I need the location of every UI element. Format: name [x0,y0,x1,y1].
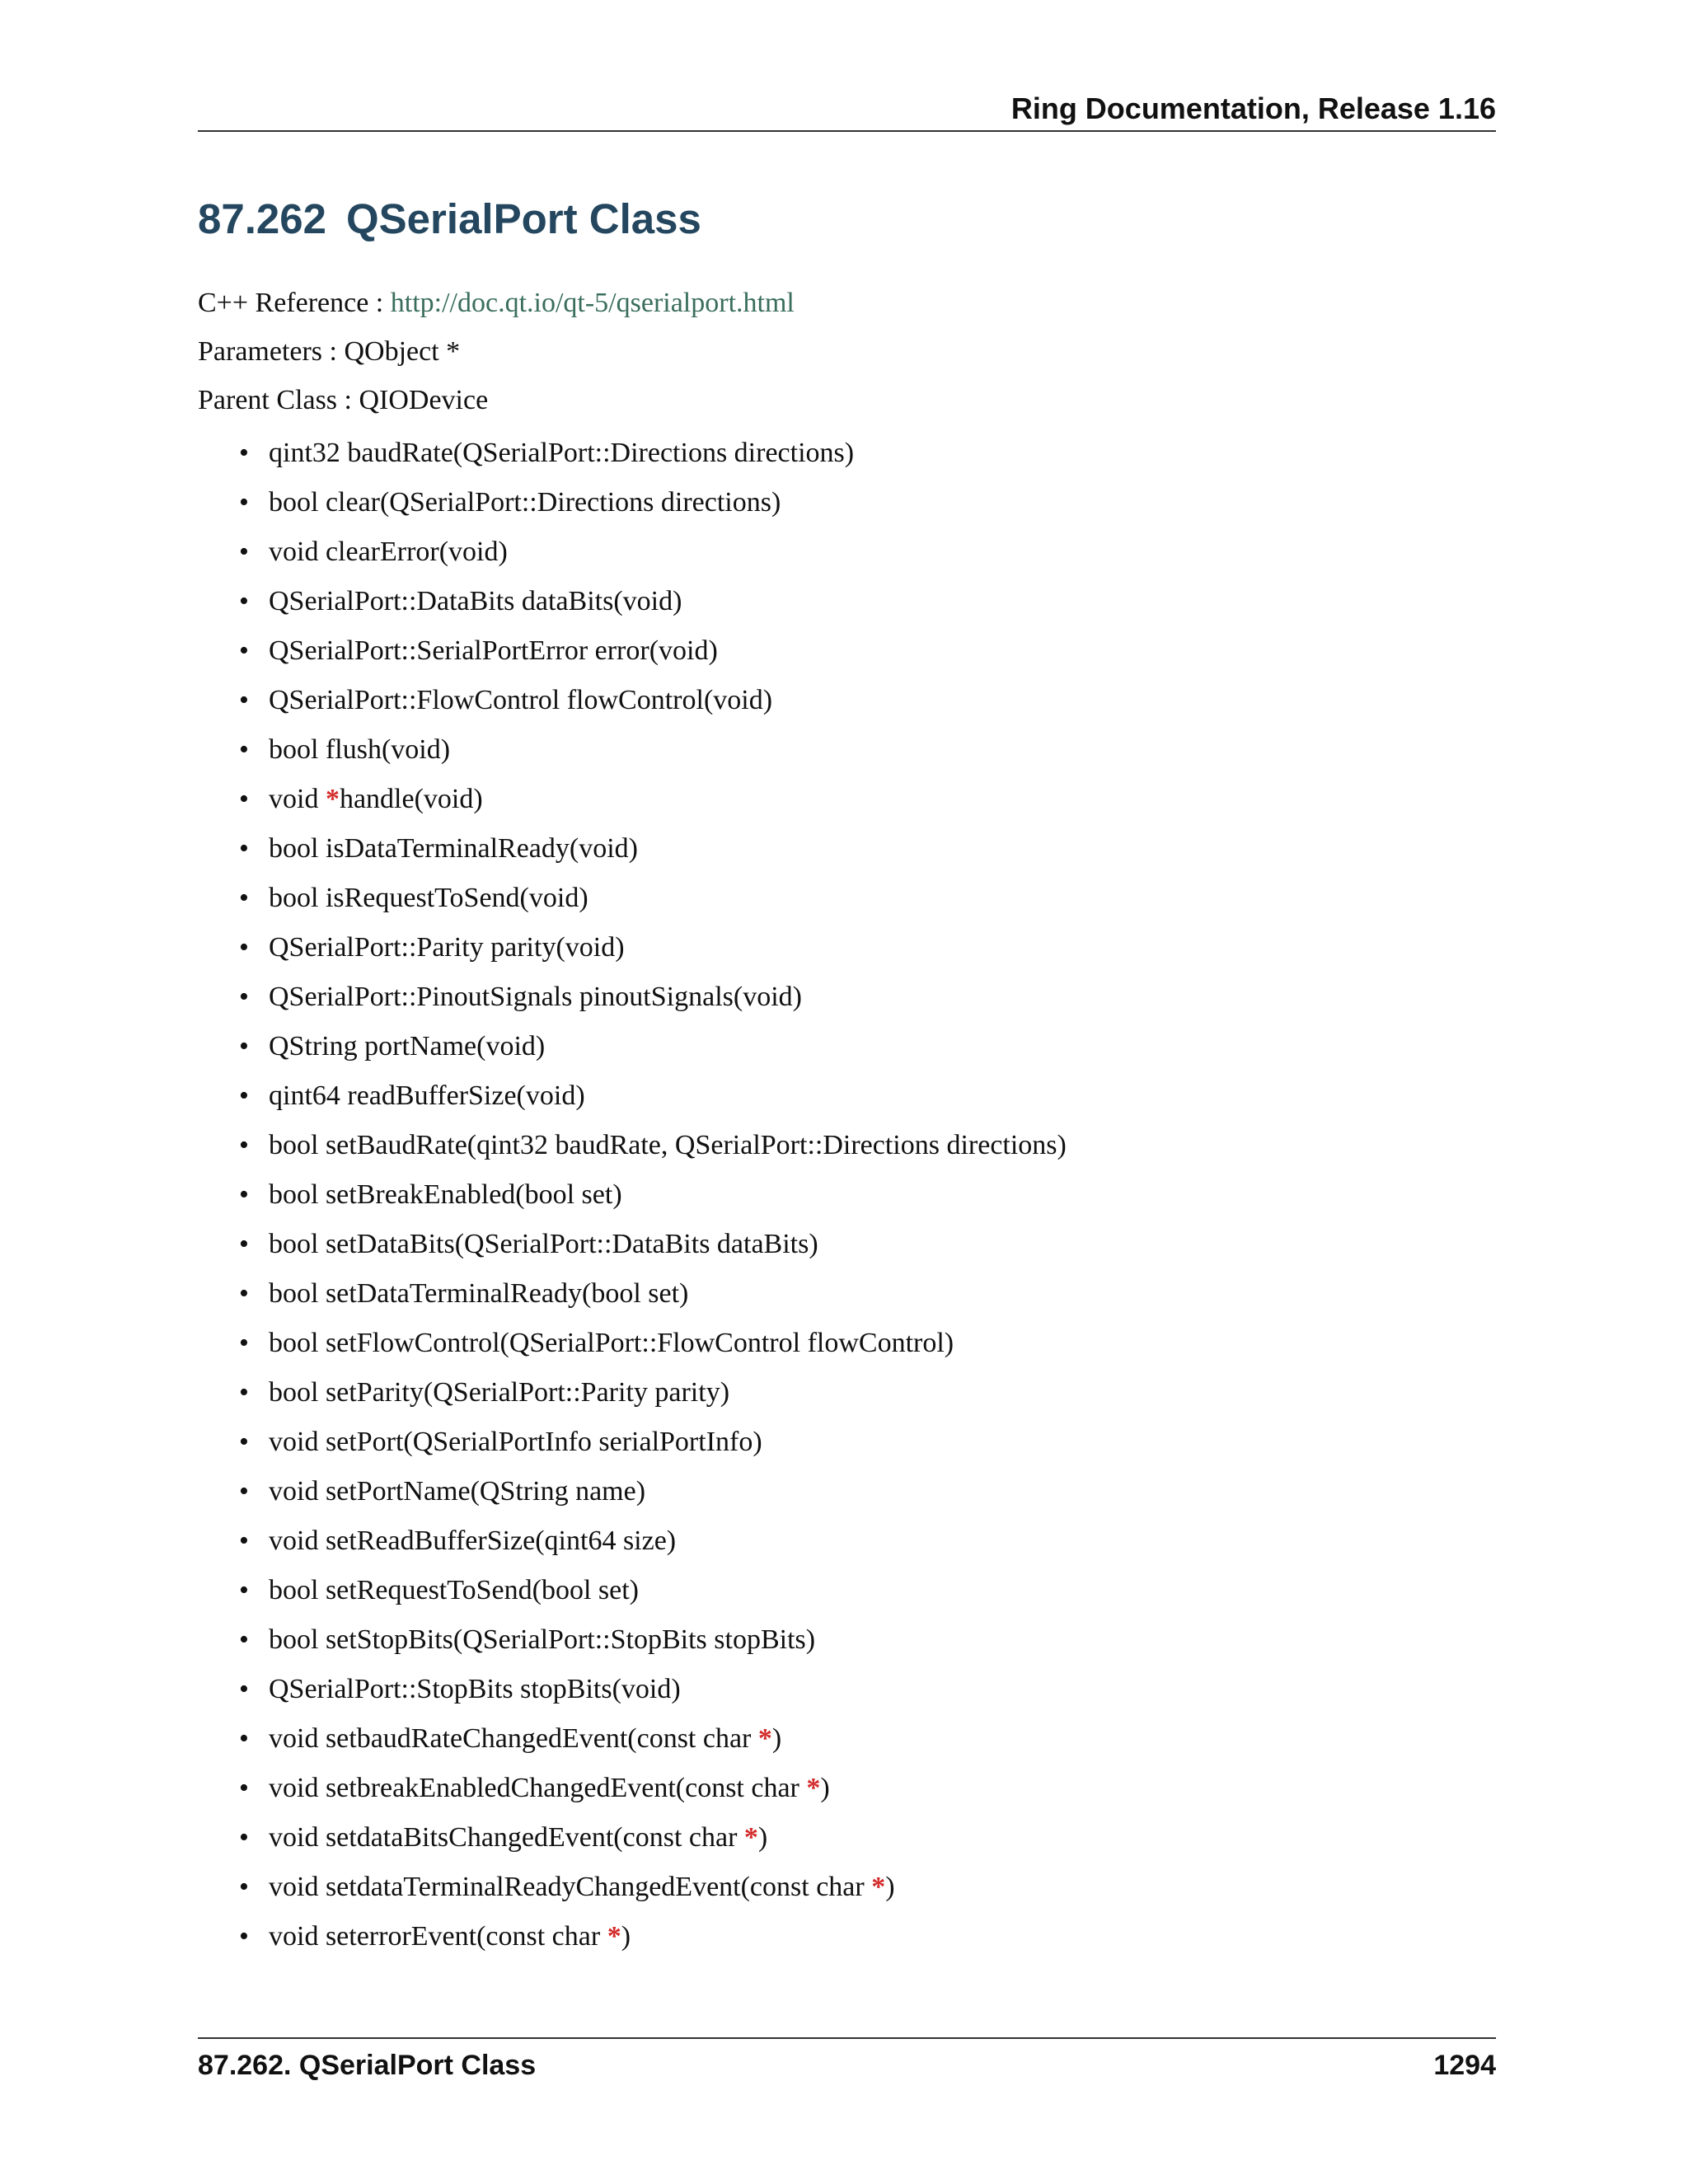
method-signature: bool setFlowControl(QSerialPort::FlowControl flowControl) [269,1328,954,1358]
cpp-reference-label: C++ Reference : [198,288,391,318]
method-list-item [239,732,1067,781]
method-signature-rest: ) [820,1773,830,1803]
method-signature: void seterrorEvent(const char [269,1921,607,1952]
section-title: QSerialPort Class [346,195,701,242]
parent-class-line: Parent Class : QIODevice [198,385,489,415]
method-signature: QSerialPort::FlowControl flowControl(void) [269,685,773,715]
method-signature: bool setDataBits(QSerialPort::DataBits dataBits) [269,1229,818,1259]
bullet-icon: • [239,635,249,666]
bullet-icon: • [239,1476,249,1507]
page-number: 1294 [1433,2050,1496,2081]
method-list-item [239,781,1067,831]
bullet-icon: • [239,1624,249,1655]
method-list-item [239,633,1067,682]
method-signature-rest: handle(void) [339,784,483,814]
method-list-item [239,1078,1067,1127]
method-signature: bool setParity(QSerialPort::Parity parity) [269,1377,730,1408]
method-signature-rest: ) [621,1921,631,1952]
method-list-item [239,682,1067,732]
bullet-icon: • [239,1377,249,1408]
method-list-item [239,1226,1067,1276]
bullet-icon: • [239,1723,249,1754]
bullet-icon: • [239,784,249,814]
method-list-item [239,485,1067,534]
bullet-icon: • [239,982,249,1012]
bullet-icon: • [239,833,249,864]
method-list-item [239,1424,1067,1474]
bullet-icon: • [239,586,249,616]
method-signature: void clearError(void) [269,537,508,567]
method-list-item [239,534,1067,583]
bullet-icon: • [239,1427,249,1457]
section-heading [198,191,701,247]
method-signature-rest: ) [885,1872,895,1902]
bullet-icon: • [239,883,249,913]
method-signature: void setPort(QSerialPortInfo serialPortInfo) [269,1427,762,1457]
method-signature: void setReadBufferSize(qint64 size) [269,1526,677,1556]
cpp-reference-line [198,285,795,321]
bullet-icon: • [239,1822,249,1853]
bullet-icon: • [239,1229,249,1259]
method-signature: bool setDataTerminalReady(bool set) [269,1278,689,1309]
method-list-item [239,1474,1067,1523]
method-list-item [239,1671,1067,1721]
method-list-item [239,1721,1067,1770]
method-signature: qint64 readBufferSize(void) [269,1080,585,1111]
method-list-item [239,979,1067,1029]
method-list-item [239,1127,1067,1177]
page-footer [198,2037,1496,2088]
method-list-item [239,1770,1067,1820]
method-signature: QSerialPort::StopBits stopBits(void) [269,1674,681,1704]
bullet-icon: • [239,1179,249,1210]
method-signature: bool setStopBits(QSerialPort::StopBits stopBits) [269,1624,816,1655]
cpp-reference-link[interactable]: http://doc.qt.io/qt-5/qserialport.html [390,288,795,318]
method-signature-rest: ) [757,1822,768,1853]
method-list-item [239,1375,1067,1424]
pointer-asterisk: * [743,1822,758,1853]
method-signature: QSerialPort::Parity parity(void) [269,932,625,963]
pointer-asterisk: * [325,784,340,814]
method-list-item [239,1325,1067,1375]
pointer-asterisk: * [806,1773,821,1803]
bullet-icon: • [239,1328,249,1358]
bullet-icon: • [239,1130,249,1160]
method-signature: QSerialPort::SerialPortError error(void) [269,635,718,666]
method-signature: void setdataTerminalReadyChangedEvent(const char [269,1872,872,1902]
parameters-line: Parameters : QObject * [198,336,461,367]
method-list-item [239,1523,1067,1572]
pointer-asterisk: * [757,1723,772,1754]
bullet-icon: • [239,438,249,468]
pointer-asterisk: * [607,1921,621,1952]
method-signature: void setbreakEnabledChangedEvent(const char [269,1773,807,1803]
bullet-icon: • [239,1526,249,1556]
method-signature: bool flush(void) [269,734,451,765]
method-list-item [239,583,1067,633]
method-list-item [239,1029,1067,1078]
method-list-item [239,831,1067,880]
bullet-icon: • [239,1575,249,1605]
bullet-icon: • [239,1872,249,1902]
method-signature: qint32 baudRate(QSerialPort::Directions directions) [269,438,855,468]
method-signature: bool isDataTerminalReady(void) [269,833,638,864]
method-signature: bool setRequestToSend(bool set) [269,1575,640,1605]
method-list [239,435,1067,1968]
method-list-item [239,880,1067,930]
bullet-icon: • [239,1278,249,1309]
document-title: Ring Documentation, Release 1.16 [1010,91,1496,125]
method-list-item [239,1276,1067,1325]
method-list-item [239,1177,1067,1226]
method-signature: bool setBaudRate(qint32 baudRate, QSerialPort::Directions directions) [269,1130,1067,1160]
method-signature: QSerialPort::DataBits dataBits(void) [269,586,682,616]
bullet-icon: • [239,537,249,567]
method-list-item [239,1622,1067,1671]
bullet-icon: • [239,734,249,765]
method-list-item [239,1869,1067,1919]
bullet-icon: • [239,932,249,963]
method-signature: void setbaudRateChangedEvent(const char [269,1723,758,1754]
method-list-item [239,435,1067,485]
bullet-icon: • [239,685,249,715]
bullet-icon: • [239,1921,249,1952]
method-signature: bool setBreakEnabled(bool set) [269,1179,622,1210]
bullet-icon: • [239,1674,249,1704]
method-signature: QSerialPort::PinoutSignals pinoutSignals(void) [269,982,802,1012]
method-list-item [239,1919,1067,1968]
bullet-icon: • [239,1031,249,1062]
bullet-icon: • [239,487,249,518]
page-header [198,89,1496,132]
section-number: 87.262 [198,195,326,242]
method-signature: void setPortName(QString name) [269,1476,646,1507]
method-signature: void [269,784,326,814]
bullet-icon: • [239,1773,249,1803]
method-list-item [239,1820,1067,1869]
method-signature: bool isRequestToSend(void) [269,883,588,913]
method-signature: bool clear(QSerialPort::Directions directions) [269,487,781,518]
pointer-asterisk: * [871,1872,886,1902]
bullet-icon: • [239,1080,249,1111]
method-list-item [239,1572,1067,1622]
method-signature: QString portName(void) [269,1031,546,1062]
method-signature: void setdataBitsChangedEvent(const char [269,1822,744,1853]
method-list-item [239,930,1067,979]
footer-section-title: 87.262. QSerialPort Class [198,2050,537,2081]
method-signature-rest: ) [771,1723,782,1754]
